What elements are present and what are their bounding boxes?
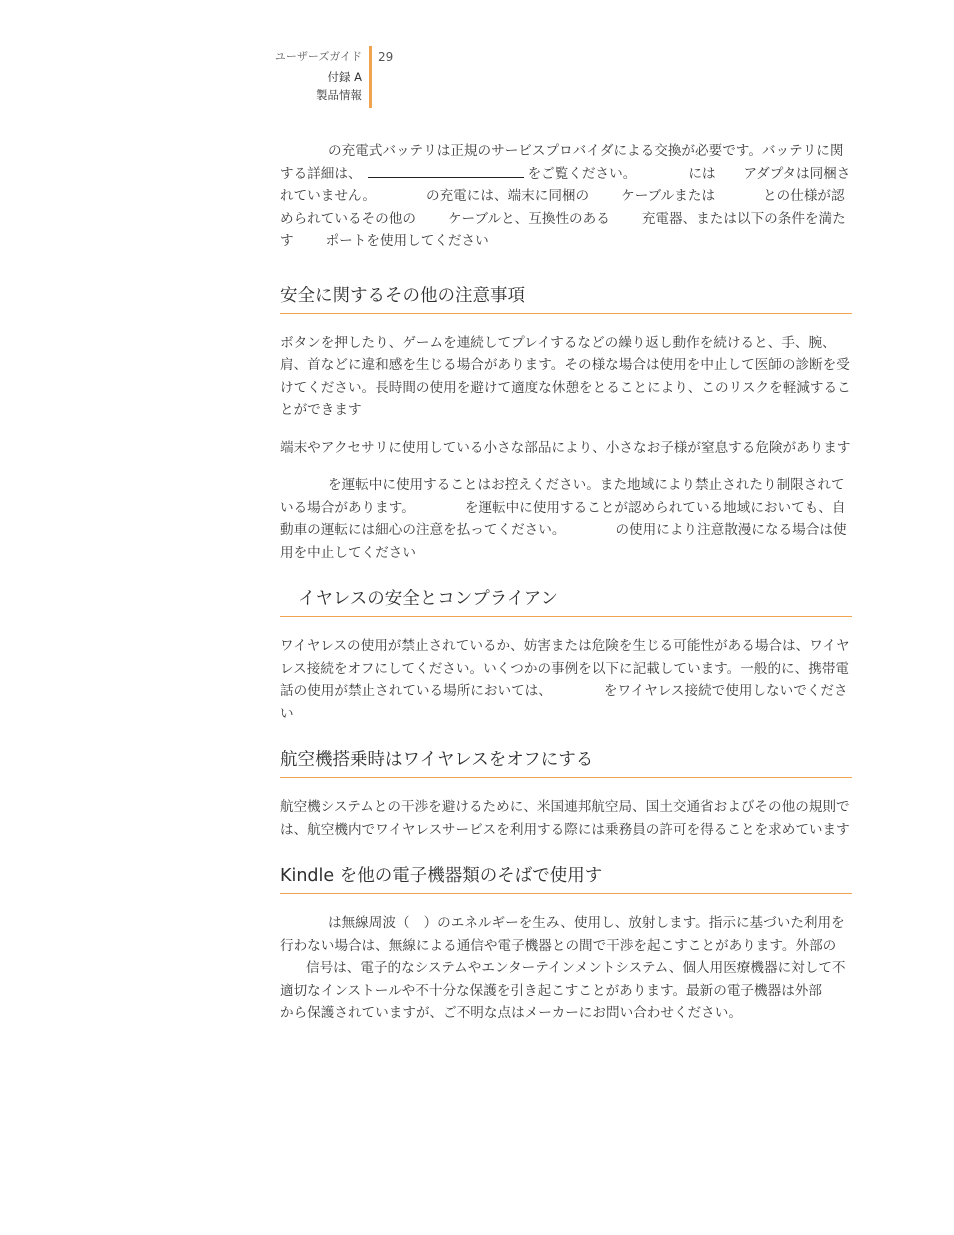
appendix-label: 付録 A [327, 70, 362, 84]
wireless-heading-text: イヤレスの安全とコンプライアン [298, 589, 559, 609]
intro-paragraph [280, 140, 852, 253]
electronics-text-b: ）のエネルギーを生み、使用し、放射します。指示に基づいた利用を行わない場合は、無線による通信や電子機器との間で干渉を起こすことがあります。外部の [280, 915, 845, 954]
safety-text-a: を運転中に使用することはお控えください。また地域により禁止されたり制限されている場合があります。 [280, 477, 845, 516]
safety-text-c: の使用により注意散漫になる場合は使用を中止してください [280, 522, 847, 561]
electronics-text-a: は無線周波（ [328, 915, 410, 931]
wireless-heading [280, 586, 852, 617]
safety-paragraph-1: ボタンを押したり、ゲームを連続してプレイするなどの繰り返し動作を続けると、手、腕、肩、首などに違和感を生じる場合があります。その様な場合は使用を中止して医師の診断を受けてください。長時間の使用を避けて適度な休憩をとることにより、このリスクを軽減することができます [280, 334, 851, 418]
intro-text-6: ケーブルまたは [621, 188, 716, 204]
intro-text-5: の充電には、端末に同梱の [425, 188, 590, 204]
safety-paragraph-3 [280, 474, 852, 564]
page-number: 29 [378, 50, 394, 64]
guide-label: ユーザーズガイド [274, 50, 362, 63]
safety-heading: 安全に関するその他の注意事項 [280, 283, 852, 314]
intro-text-3: には [688, 165, 716, 182]
page-header [260, 46, 410, 108]
intro-text-1: の充電式バッテリは正規のサービスプロバイダによる交換が必要です。バッテリに関する詳細は、 [280, 143, 844, 182]
safety-paragraph-2: 端末やアクセサリに使用している小さな部品により、小さなお子様が窒息する危険があります [280, 439, 851, 456]
electronics-text-d: から保護されていますが、ご不明な点はメーカーにお問い合わせください。 [280, 1005, 742, 1021]
wireless-paragraph [280, 635, 852, 725]
electronics-heading: Kindle を他の電子機器類のそばで使用す [280, 863, 852, 894]
page-content [280, 140, 852, 1040]
wireless-text-a: ワイヤレスの使用が禁止されているか、妨害または危険を生じる可能性がある場合は、ワイヤレス接続をオフにしてください。いくつかの事例を以下に記載しています。一般的に、携帯電話の使用が禁止されている場所においては、 [280, 638, 850, 699]
aircraft-heading: 航空機搭乗時はワイヤレスをオフにする [280, 747, 852, 778]
wireless-text-b: をワイヤレス接続で使用しないでください [280, 683, 848, 722]
intro-text-7: との仕様が認められているその他の [280, 188, 845, 227]
intro-text-8: ケーブルと、互換性のある [447, 210, 610, 227]
battery-info-link[interactable] [368, 165, 524, 178]
header-accent-bar [369, 46, 372, 108]
intro-text-10: ポートを使用してください [325, 233, 489, 249]
intro-text-9: 充電器、または以下の条件を満たす [280, 210, 846, 249]
aircraft-paragraph: 航空機システムとの干渉を避けるために、米国連邦航空局、国土交通省およびその他の規則では、航空機内でワイヤレスサービスを利用する際には乗務員の許可を得ることを求めています [280, 799, 850, 838]
intro-text-2: をご覧ください。 [527, 165, 637, 182]
section-label: 製品情報 [316, 88, 362, 102]
intro-text-4: アダプタは同梱されていません。 [280, 165, 851, 204]
header-labels [275, 46, 362, 104]
safety-text-b: を運転中に使用することが認められている地域においても、自動車の運転には細心の注意を払ってください。 [280, 499, 846, 538]
electronics-paragraph [280, 912, 852, 1025]
electronics-text-c: 信号は、電子的なシステムやエンターテインメントシステム、個人用医療機器に対して不適切なインストールや不十分な保護を引き起こすことがあります。最新の電子機器は外部 [280, 960, 846, 999]
